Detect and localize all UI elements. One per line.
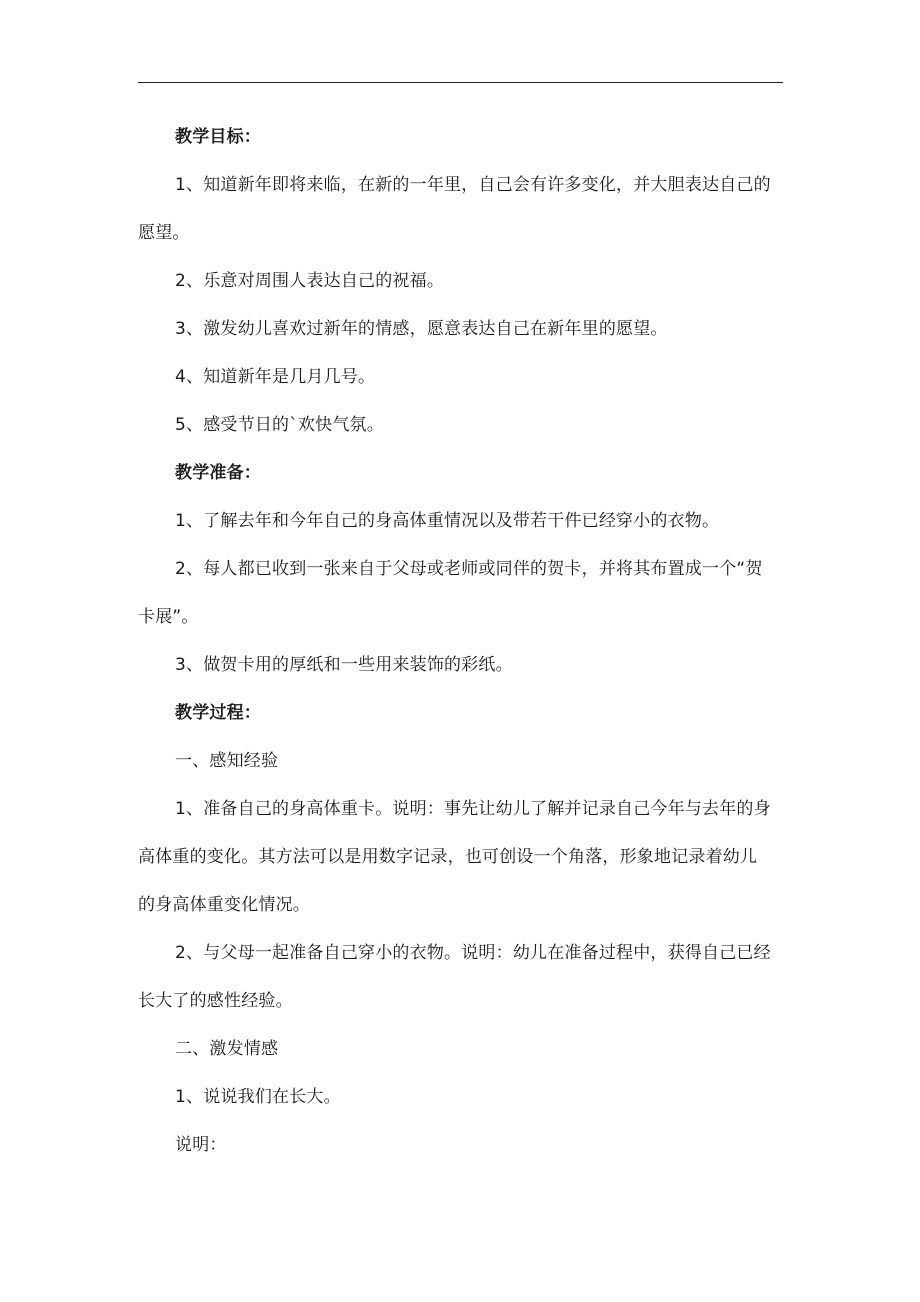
goal-4: 4、知道新年是几月几号。 [175,367,376,387]
heading-teaching-prep: 教学准备： [175,463,261,483]
process-1-line-1: 1、准备自己的身高体重卡。说明：事先让幼儿了解并记录自己今年与去年的身 [175,799,771,819]
header-rule [138,82,783,83]
prep-2-line-2: 卡展”。 [138,607,199,627]
goal-2: 2、乐意对周围人表达自己的祝福。 [175,271,445,291]
process-2-line-1: 2、与父母一起准备自己穿小的衣物。说明：幼儿在准备过程中，获得自己已经 [175,943,771,963]
heading-teaching-goals: 教学目标： [175,127,261,147]
prep-3: 3、做贺卡用的厚纸和一些用来装饰的彩纸。 [175,655,513,675]
process-2-line-2: 长大了的感性经验。 [138,991,293,1011]
goal-5: 5、感受节日的`欢快气氛。 [175,415,384,435]
goal-1-line-1: 1、知道新年即将来临，在新的一年里，自己会有许多变化，并大胆表达自己的 [175,175,771,195]
section-2-title: 二、激发情感 [175,1039,279,1059]
explanation-label: 说明： [175,1135,227,1155]
process-1-line-3: 的身高体重变化情况。 [138,895,310,915]
heading-teaching-process: 教学过程： [175,703,261,723]
section-2-item-1: 1、说说我们在长大。 [175,1087,341,1107]
prep-1: 1、了解去年和今年自己的身高体重情况以及带若干件已经穿小的衣物。 [175,511,720,531]
process-1-line-2: 高体重的变化。其方法可以是用数字记录，也可创设一个角落，形象地记录着幼儿 [138,847,758,867]
prep-2-line-1: 2、每人都已收到一张来自于父母或老师或同伴的贺卡，并将其布置成一个“贺 [175,559,763,579]
section-1-title: 一、感知经验 [175,751,279,771]
goal-1-line-2: 愿望。 [138,223,190,243]
goal-3: 3、激发幼儿喜欢过新年的情感，愿意表达自己在新年里的愿望。 [175,319,668,339]
